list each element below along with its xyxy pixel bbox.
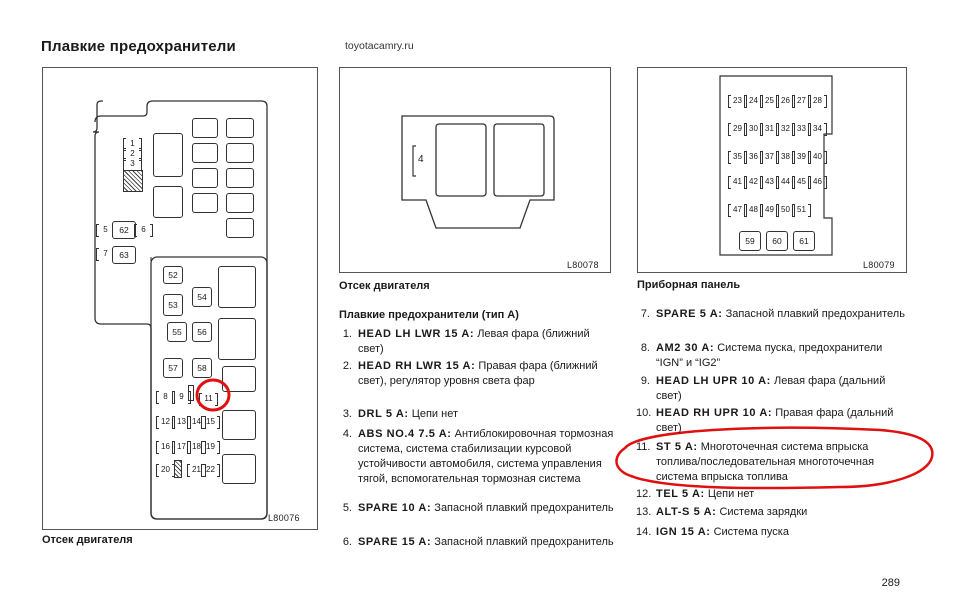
fuse-45: 45 [795,176,808,187]
left-panel-code: L80076 [268,513,300,523]
list-item-num: 13. [636,506,652,518]
list-item-name: HEAD RH UPR 10 A: [656,407,773,419]
fuse-25: 25 [763,95,776,106]
fuse-55: 55 [167,322,187,342]
list-item-desc: Запасной плавкий предохранитель [434,536,614,548]
list-item-desc: Цепи нет [411,408,458,420]
fuse-box-slot [226,168,254,188]
list-item [338,427,614,487]
fuse-list-heading: Плавкие предохранители (тип А) [339,309,519,321]
list-item-name: ALT-S 5 A: [656,506,717,518]
list-item [636,440,908,485]
list-item-name: IGN 15 A: [656,526,711,538]
fuse-6: 6 [137,224,150,235]
list-item-name: HEAD LH UPR 10 A: [656,375,771,387]
list-item [338,407,614,422]
fuse-box-slot [192,193,218,213]
fuse-28: 28 [811,95,824,106]
list-item [338,535,614,550]
list-item-desc: Запасной плавкий предохранитель [434,502,614,514]
page-title: Плавкие предохранители [41,38,236,55]
list-item-desc: Правая фара (дальний свет) [656,407,894,434]
fuse-54: 54 [192,287,212,307]
fuse-22: 22 [204,464,217,475]
fuse-63: 63 [112,246,136,264]
fuse-61: 61 [793,231,815,251]
fuse-box-slot [192,168,218,188]
fuse-29: 29 [731,123,744,134]
fuse-3: 3 [126,158,139,169]
fuse-17: 17 [175,441,188,452]
list-item [636,525,908,540]
list-item-num: 3. [342,408,352,420]
fuse-37: 37 [763,151,776,162]
fuse-hatched [174,460,182,478]
fuse-44: 44 [779,176,792,187]
fuse-16: 16 [159,441,172,452]
fuse-49: 49 [763,204,776,215]
fuse-36: 36 [747,151,760,162]
list-item-name: SPARE 10 A: [358,502,432,514]
fuse-57: 57 [163,358,183,378]
fuse-56: 56 [192,322,212,342]
list-item-name: ST 5 A: [656,441,698,453]
list-item [636,341,908,371]
fuse-42: 42 [747,176,760,187]
fuse-12: 12 [159,416,172,427]
fuse-38: 38 [779,151,792,162]
fuse-31: 31 [763,123,776,134]
relay-slot [222,366,256,392]
fuse-35: 35 [731,151,744,162]
list-item-num: 8. [640,342,650,354]
list-item [636,307,908,322]
list-item-num: 12. [636,488,652,500]
fuse-51: 51 [795,204,808,215]
fuse-5: 5 [99,224,112,235]
list-item-num: 9. [640,375,650,387]
fuse-41: 41 [731,176,744,187]
fuse-21: 21 [190,464,203,475]
fuse-43: 43 [763,176,776,187]
fuse-59: 59 [739,231,761,251]
list-item-name: DRL 5 A: [358,408,409,420]
list-item-num: 11. [636,441,651,453]
right-panel-code: L80079 [863,260,895,270]
list-item-desc: Запасной плавкий предохранитель [725,308,905,320]
list-item-desc: Антиблокировочная тормозная система, система стабилизации курсовой устойчивости автомобиля, система управления тягой, вспомогательная тормозная система [358,428,614,485]
list-item-num: 5. [342,502,352,514]
list-item-name: TEL 5 A: [656,488,705,500]
fuse-47: 47 [731,204,744,215]
fuse-24: 24 [747,95,760,106]
list-item-name: ABS NO.4 7.5 A: [358,428,452,440]
fuse-18: 18 [190,441,203,452]
list-item [338,501,614,516]
list-item [636,406,908,436]
fuse-60: 60 [766,231,788,251]
list-item-name: AM2 30 A: [656,342,715,354]
fuse-30: 30 [747,123,760,134]
fuse-53: 53 [163,294,183,316]
fuse-58: 58 [192,358,212,378]
fuse-1: 1 [126,138,139,149]
list-item-desc: Система зарядки [719,506,808,518]
right-panel-caption: Приборная панель [637,279,741,291]
list-item [338,327,614,357]
fuse-19: 19 [204,441,217,452]
list-item-desc: Система пуска, предохранители “IGN” и “IG2” [656,342,883,369]
middle-panel-caption: Отсек двигателя [339,280,430,292]
list-item [636,487,908,502]
relay-slot [222,410,256,440]
site-watermark: toyotacamry.ru [345,40,414,52]
list-item-desc: Цепи нет [707,488,755,500]
fuse-box-large [153,133,183,177]
list-item-desc: Левая фара (ближний свет) [358,328,590,355]
list-item-desc: Система пуска [713,526,789,538]
fuse-9: 9 [175,391,188,402]
fuse-52: 52 [163,266,183,284]
middle-diagram-panel [339,67,611,273]
fuse-27: 27 [795,95,808,106]
relay-slot [218,318,256,360]
left-panel-caption: Отсек двигателя [42,534,133,546]
fuse-20: 20 [159,464,172,475]
fuse-box-slot [226,143,254,163]
fuse-40: 40 [811,151,824,162]
middle-fuse-4: 4 [418,154,424,165]
fuse-hatched [123,170,143,192]
fuse-box-slot [192,118,218,138]
fuse-23: 23 [731,95,744,106]
list-item-name: SPARE 15 A: [358,536,432,548]
relay-slot [222,454,256,484]
middle-panel-code: L80078 [567,260,599,270]
list-item-num: 2. [342,360,352,372]
list-item-desc: Левая фара (дальний свет) [656,375,886,402]
list-item-name: HEAD LH LWR 15 A: [358,328,475,340]
fuse-26: 26 [779,95,792,106]
fuse-33: 33 [795,123,808,134]
fuse-48: 48 [747,204,760,215]
list-item-num: 10. [636,407,652,419]
list-item-num: 7. [640,308,650,320]
list-item-desc: Многоточечная система впрыска топлива/последовательная многоточечная система впрыска топлива [656,441,875,483]
fuse-box-slot [226,193,254,213]
fuse-34: 34 [811,123,824,134]
fuse-7: 7 [99,248,112,259]
fuse-box-slot [192,143,218,163]
fuse-11: 11 [202,393,215,404]
list-item-name: HEAD RH LWR 15 A: [358,360,476,372]
relay-slot [218,266,256,308]
fuse-14: 14 [190,416,203,427]
list-item-num: 6. [342,536,352,548]
fuse-2: 2 [126,148,139,159]
list-item-name: SPARE 5 A: [656,308,723,320]
fuse-15: 15 [204,416,217,427]
fuse-32: 32 [779,123,792,134]
list-item-num: 14. [636,526,652,538]
fuse-8: 8 [159,391,172,402]
fuse-10-slot [188,385,194,401]
fuse-box-slot [226,218,254,238]
list-item-num: 1. [342,328,352,340]
fuse-39: 39 [795,151,808,162]
fuse-box-slot [226,118,254,138]
fuse-13: 13 [175,416,188,427]
list-item [636,374,908,404]
list-item [338,359,614,389]
fuse-box-large [153,186,183,218]
list-item [636,505,908,520]
fuse-62: 62 [112,221,136,239]
fuse-46: 46 [811,176,824,187]
fuse-50: 50 [779,204,792,215]
page-number: 289 [881,577,900,589]
list-item-desc: Правая фара (ближний свет), регулятор уровня света фар [358,360,598,387]
list-item-num: 4. [342,428,352,440]
